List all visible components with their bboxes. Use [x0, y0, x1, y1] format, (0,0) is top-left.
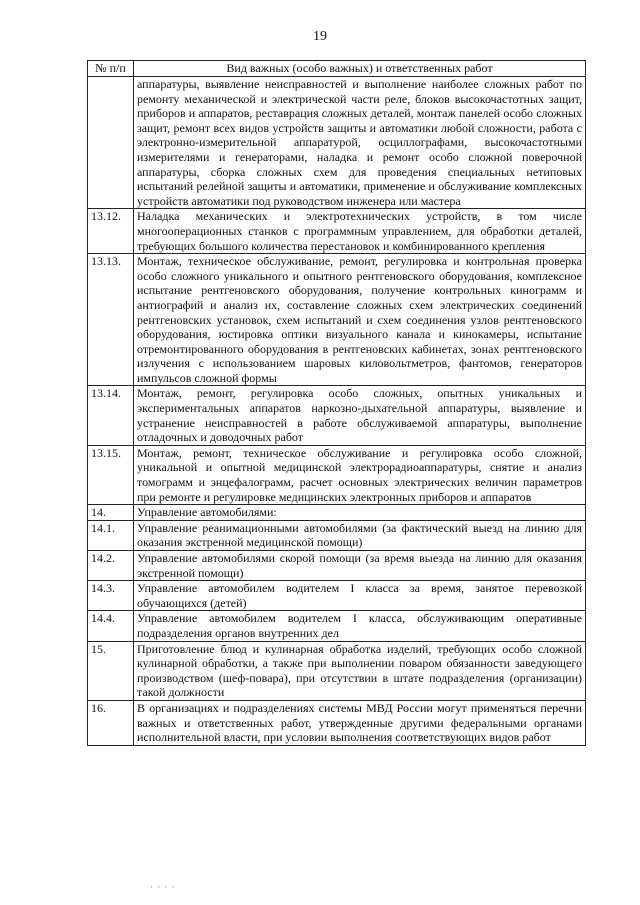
row-num: 15.: [88, 641, 134, 700]
row-num: 14.: [88, 505, 134, 521]
row-num: 13.14.: [88, 386, 134, 445]
row-text: Монтаж, ремонт, техническое обслуживание и регулировка особо сложной, уникальной и опытной медицинской электрорадиоаппаратуры, снятие и анализ томограмм и энцефалограмм, расчет основных электрических величин параметров при ремонте и регулировке медицинских электронных приборов и аппаратов: [134, 445, 586, 504]
table-row: [88, 445, 586, 504]
row-text: В организациях и подразделениях системы МВД России могут применяться перечни важных и ответственных работ, утвержденные другими федеральными органами исполнительной власти, при условии выполнения соответствующих видов работ: [134, 700, 586, 745]
row-text: аппаратуры, выявление неисправностей и выполнение наиболее сложных работ по ремонту механической и электрической части реле, блоков высокочастотных защит, приборов и аппаратов, реставрация сложных деталей, монтаж панелей особо сложных защит, ремонт всех видов устройств защиты и автоматики любой сложности, работа с электронно-измерительной аппаратурой, осциллографами, высокочастотными измерителями и генераторами, наладка и ремонт особо сложной поверочной аппаратуры, сборка сложных схем для проведения специальных нетиповых испытаний релейной защиты и автоматики, применение и обслуживание комплексных устройств автоматики под руководством инженера или мастера: [134, 77, 586, 209]
table-row: [88, 505, 586, 521]
header-num: № п/п: [88, 61, 134, 77]
table-row: [88, 581, 586, 611]
header-title: Вид важных (особо важных) и ответственных работ: [134, 61, 586, 77]
row-text: Управление автомобилем водителем I класса, обслуживающим оперативные подразделения органов внутренних дел: [134, 611, 586, 641]
row-num: 16.: [88, 700, 134, 745]
table-header-row: [88, 61, 586, 77]
table-row: [88, 700, 586, 745]
row-num: 14.4.: [88, 611, 134, 641]
row-num: 13.12.: [88, 209, 134, 254]
table-row: [88, 209, 586, 254]
table-row: [88, 386, 586, 445]
table-row: [88, 551, 586, 581]
row-text: Монтаж, ремонт, регулировка особо сложных, опытных уникальных и экспериментальных аппаратов наркозно-дыхательной аппаратуры, выявление и устранение неисправностей в работе обслуживаемой аппаратуры, выполнение отладочных и доводочных работ: [134, 386, 586, 445]
scan-artifact-mark: · · · ·: [150, 882, 176, 892]
row-num: 13.13.: [88, 254, 134, 386]
row-text: Монтаж, техническое обслуживание, ремонт, регулировка и контрольная проверка особо сложного уникального и опытного рентгеновского оборудования, комплексное испытание рентгеновского оборудования, получение контрольных кинограмм и антиографий и анализ их, составление сложных схем электрических соединений рентгеновских установок, схем испытаний и схем соединения узлов рентгеновского оборудования, юстировка оптики визуального канала и кинокамеры, испытание отремонтированного оборудования в рентгеновских кабинетах, зонах рентгеновского излучения с использованием шаровых киловольтметров, фантомов, генераторов импульсов сложной формы: [134, 254, 586, 386]
row-num: 14.2.: [88, 551, 134, 581]
row-text: Управление автомобилями скорой помощи (за время выезда на линию для оказания экстренной помощи): [134, 551, 586, 581]
table-row: [88, 611, 586, 641]
table-row: [88, 254, 586, 386]
row-text: Управление реанимационными автомобилями (за фактический выезд на линию для оказания экстренной медицинской помощи): [134, 520, 586, 550]
table-row: [88, 77, 586, 209]
row-num: [88, 77, 134, 209]
row-text: Управление автомобилем водителем I класса за время, занятое перевозкой обучающихся (детей): [134, 581, 586, 611]
row-text: Наладка механических и электротехнических устройств, в том числе многооперационных станков с программным управлением, для обработки деталей, требующих большого количества перестановок и комбинированного крепления: [134, 209, 586, 254]
table-row: [88, 520, 586, 550]
table-row: [88, 641, 586, 700]
row-text: Управление автомобилями:: [134, 505, 586, 521]
row-text: Приготовление блюд и кулинарная обработка изделий, требующих особо сложной кулинарной обработки, а также при выполнении поваром обязанности заведующего производством (шеф-повара), при отсутствии в штате подразделения (организации) такой должности: [134, 641, 586, 700]
works-table: [87, 60, 586, 746]
row-num: 13.15.: [88, 445, 134, 504]
row-num: 14.3.: [88, 581, 134, 611]
page-number: 19: [313, 29, 327, 44]
row-num: 14.1.: [88, 520, 134, 550]
